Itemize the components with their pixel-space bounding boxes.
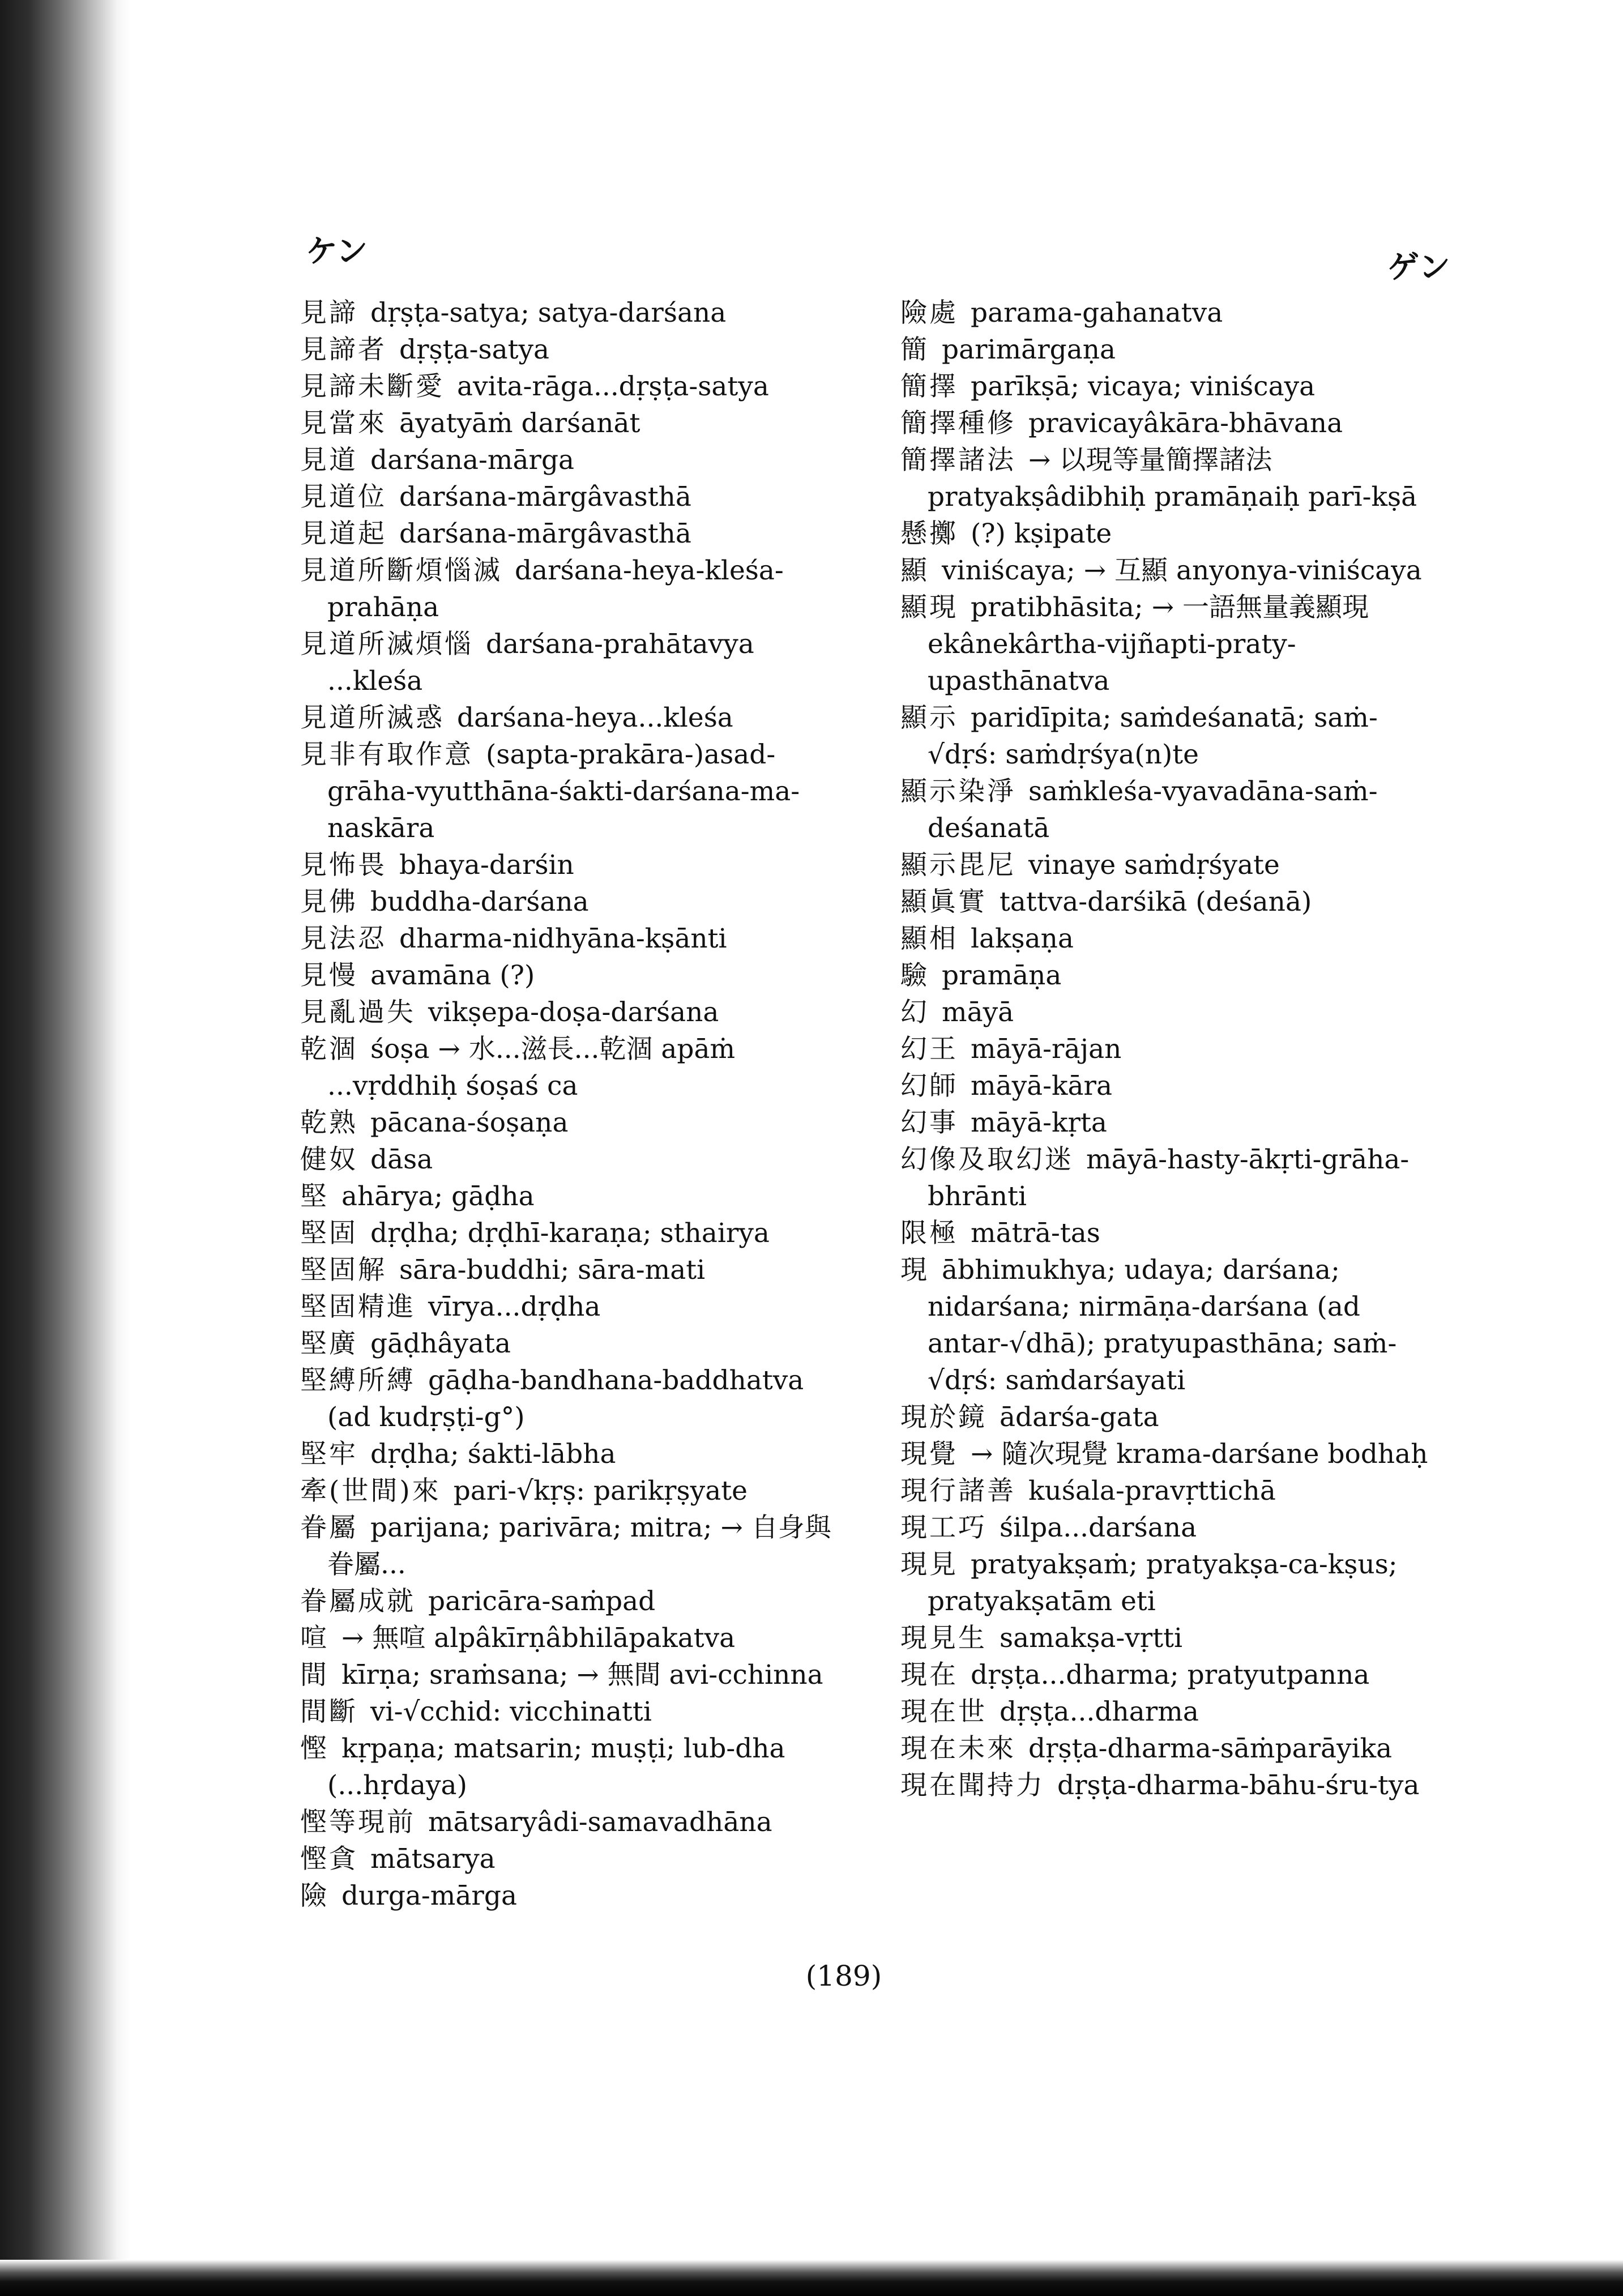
entry-sanskrit: samakṣa-vṛtti bbox=[1000, 1623, 1183, 1654]
entry-sanskrit: dṛṣṭa-satya; satya-darśana bbox=[370, 297, 727, 328]
dictionary-entry bbox=[300, 515, 844, 552]
entry-headword: 間斷 bbox=[300, 1696, 358, 1727]
dictionary-entry bbox=[300, 626, 844, 699]
entry-headword: 幻王 bbox=[900, 1034, 958, 1065]
dictionary-entry bbox=[900, 699, 1444, 773]
entry-headword: 乾涸 bbox=[300, 1034, 358, 1065]
entry-headword: 見諦未斷愛 bbox=[300, 371, 445, 402]
entry-headword: 堅 bbox=[300, 1181, 329, 1212]
entry-headword: 慳等現前 bbox=[300, 1807, 416, 1838]
dictionary-entry bbox=[300, 736, 844, 847]
entry-headword: 喧 bbox=[300, 1623, 329, 1654]
entry-sanskrit: viniścaya; → 互顯 anyonya-viniścaya bbox=[942, 555, 1422, 586]
entry-sanskrit: kuśala-pravṛttichā bbox=[1028, 1475, 1276, 1507]
entry-sanskrit: ādarśa-gata bbox=[1000, 1402, 1159, 1433]
dictionary-entry bbox=[900, 295, 1444, 331]
entry-sanskrit: pācana-śoṣaṇa bbox=[370, 1107, 569, 1138]
dictionary-entry bbox=[900, 1104, 1444, 1141]
entry-sanskrit: paridīpita; saṁdeśanatā; saṁ-√dṛś: saṁdṛśya(n)te bbox=[928, 702, 1378, 770]
entry-headword: 見法忍 bbox=[300, 923, 387, 954]
entry-headword: 見諦 bbox=[300, 297, 358, 328]
entry-headword: 簡擇 bbox=[900, 371, 958, 402]
entry-headword: 現在世 bbox=[900, 1696, 987, 1727]
entry-sanskrit: darśana-heya...kleśa bbox=[457, 702, 733, 733]
entry-sanskrit: dṛṣṭa...dharma; pratyutpanna bbox=[971, 1659, 1370, 1691]
entry-sanskrit: → 以現等量簡擇諸法 pratyakṣâdibhiḥ pramāṇaiḥ parī-kṣā bbox=[928, 445, 1417, 513]
entry-sanskrit: mātsarya bbox=[370, 1843, 496, 1875]
dictionary-entry bbox=[300, 957, 844, 994]
entry-headword: 乾熟 bbox=[300, 1107, 358, 1138]
entry-sanskrit: vinaye saṁdṛśyate bbox=[1028, 850, 1280, 881]
entry-headword: 見慢 bbox=[300, 960, 358, 991]
dictionary-entry bbox=[900, 1546, 1444, 1620]
entry-sanskrit: darśana-mārgâvasthā bbox=[399, 481, 691, 513]
entry-headword: 堅縛所縛 bbox=[300, 1365, 416, 1396]
entry-headword: 幻事 bbox=[900, 1107, 958, 1138]
entry-sanskrit: mātrā-tas bbox=[971, 1218, 1100, 1249]
running-head-right: ゲン bbox=[1387, 249, 1450, 286]
dictionary-entry bbox=[300, 331, 844, 368]
entry-headword: 現 bbox=[900, 1254, 929, 1286]
entry-sanskrit: pratyakṣaṁ; pratyakṣa-ca-kṣus; pratyakṣatām eti bbox=[928, 1549, 1398, 1617]
dictionary-entry bbox=[300, 1841, 844, 1877]
dictionary-entry bbox=[300, 368, 844, 405]
dictionary-entry bbox=[300, 1141, 844, 1178]
entry-sanskrit: pravicayâkāra-bhāvana bbox=[1028, 408, 1343, 439]
entry-sanskrit: dṛṣṭa-dharma-bāhu-śru-tya bbox=[1057, 1770, 1420, 1801]
dictionary-entry bbox=[900, 1730, 1444, 1767]
entry-headword: 現在未來 bbox=[900, 1733, 1016, 1764]
dictionary-entry bbox=[300, 1473, 844, 1509]
entry-headword: 見當來 bbox=[300, 408, 387, 439]
entry-sanskrit: śoṣa → 水...滋長...乾涸 apāṁ ...vṛddhiḥ śoṣaś ca bbox=[327, 1034, 736, 1102]
dictionary-entry bbox=[900, 589, 1444, 699]
dictionary-entry bbox=[300, 1877, 844, 1914]
entry-headword: 牽(世間)來 bbox=[300, 1475, 441, 1507]
dictionary-entry bbox=[300, 1657, 844, 1693]
entry-headword: 見非有取作意 bbox=[300, 739, 473, 770]
entry-headword: 眷屬 bbox=[300, 1512, 358, 1543]
dictionary-entry bbox=[300, 405, 844, 442]
entry-headword: 驗 bbox=[900, 960, 929, 991]
dictionary-entry bbox=[900, 368, 1444, 405]
entry-sanskrit: ābhimukhya; udaya; darśana; nidarśana; nirmāṇa-darśana (ad antar-√dhā); pratyupasthāna; saṁ-√dṛś: saṁdarśayati bbox=[928, 1254, 1397, 1396]
dictionary-entry bbox=[900, 1068, 1444, 1104]
entry-sanskrit: parama-gahanatva bbox=[971, 297, 1223, 328]
entry-sanskrit: māyā-rājan bbox=[971, 1034, 1122, 1065]
dictionary-entry bbox=[900, 405, 1444, 442]
entry-headword: 現在 bbox=[900, 1659, 958, 1691]
entry-sanskrit: buddha-darśana bbox=[370, 886, 589, 917]
entry-sanskrit: saṁkleśa-vyavadāna-saṁ-deśanatā bbox=[928, 776, 1378, 844]
entry-headword: 慳 bbox=[300, 1733, 329, 1764]
dictionary-entry bbox=[300, 1325, 844, 1362]
entry-headword: 顯眞實 bbox=[900, 886, 987, 917]
dictionary-entry bbox=[300, 295, 844, 331]
dictionary-entry bbox=[300, 1509, 844, 1583]
dictionary-entry bbox=[300, 847, 844, 884]
entry-headword: 簡擇諸法 bbox=[900, 445, 1016, 476]
entry-sanskrit: kṛpaṇa; matsarin; muṣṭi; lub-dha (...hṛdaya) bbox=[327, 1733, 785, 1801]
dictionary-entry bbox=[900, 442, 1444, 515]
entry-sanskrit: gāḍhâyata bbox=[370, 1328, 511, 1359]
dictionary-entry bbox=[300, 1362, 844, 1436]
dictionary-entry bbox=[900, 1436, 1444, 1473]
entry-headword: 見佛 bbox=[300, 886, 358, 917]
entry-headword: 幻 bbox=[900, 997, 929, 1028]
scan-shadow-left bbox=[0, 0, 130, 2296]
entry-headword: 現行諸善 bbox=[900, 1475, 1016, 1507]
entry-sanskrit: (sapta-prakāra-)asad-grāha-vyutthāna-śakti-darśana-ma-naskāra bbox=[327, 739, 800, 844]
entry-headword: 顯示 bbox=[900, 702, 958, 733]
dictionary-entry bbox=[900, 1031, 1444, 1068]
dictionary-entry bbox=[900, 1620, 1444, 1657]
dictionary-entry bbox=[300, 994, 844, 1031]
dictionary-entry bbox=[300, 1730, 844, 1804]
dictionary-entry bbox=[900, 1693, 1444, 1730]
entry-headword: 見道所斷煩惱滅 bbox=[300, 555, 502, 586]
entry-headword: 現見 bbox=[900, 1549, 958, 1580]
entry-headword: 顯示毘尼 bbox=[900, 850, 1016, 881]
entry-sanskrit: vi-√cchid: vicchinatti bbox=[370, 1696, 652, 1727]
entry-sanskrit: darśana-mārga bbox=[370, 445, 575, 476]
entry-sanskrit: paricāra-saṁpad bbox=[428, 1586, 656, 1617]
dictionary-entry bbox=[900, 331, 1444, 368]
entry-headword: 現於鏡 bbox=[900, 1402, 987, 1433]
dictionary-entry bbox=[300, 1804, 844, 1841]
entry-sanskrit: → 隨次現覺 krama-darśane bodhaḥ bbox=[971, 1439, 1428, 1470]
entry-sanskrit: avamāna (?) bbox=[370, 960, 535, 991]
entry-headword: 眷屬成就 bbox=[300, 1586, 416, 1617]
dictionary-entry bbox=[300, 479, 844, 515]
entry-headword: 顯現 bbox=[900, 592, 958, 623]
dictionary-entry bbox=[900, 1767, 1444, 1804]
dictionary-entry bbox=[900, 1215, 1444, 1252]
entry-headword: 險 bbox=[300, 1880, 329, 1911]
dictionary-entry bbox=[900, 1473, 1444, 1509]
entry-headword: 顯相 bbox=[900, 923, 958, 954]
dictionary-entry bbox=[300, 884, 844, 920]
entry-sanskrit: avita-rāga...dṛṣṭa-satya bbox=[457, 371, 769, 402]
entry-sanskrit: dāsa bbox=[370, 1144, 433, 1175]
dictionary-entry bbox=[900, 847, 1444, 884]
scan-shadow-bottom bbox=[0, 2260, 1623, 2296]
dictionary-entry bbox=[900, 773, 1444, 847]
entry-sanskrit: → 無喧 alpâkīrṇâbhilāpakatva bbox=[341, 1623, 736, 1654]
dictionary-entry bbox=[300, 1620, 844, 1657]
entry-sanskrit: vīrya...dṛḍha bbox=[428, 1291, 601, 1322]
dictionary-entry bbox=[300, 442, 844, 479]
entry-sanskrit: dṛḍha; śakti-lābha bbox=[370, 1439, 616, 1470]
entry-headword: 堅牢 bbox=[300, 1439, 358, 1470]
entry-sanskrit: māyā-kṛta bbox=[971, 1107, 1107, 1138]
dictionary-entry bbox=[300, 1215, 844, 1252]
dictionary-entry bbox=[900, 884, 1444, 920]
entry-sanskrit: parimārgaṇa bbox=[942, 334, 1116, 365]
dictionary-entry bbox=[300, 920, 844, 957]
dictionary-entry bbox=[900, 1252, 1444, 1399]
entry-sanskrit: pari-√kṛṣ: parikṛṣyate bbox=[453, 1475, 748, 1507]
entry-sanskrit: durga-mārga bbox=[341, 1880, 517, 1911]
dictionary-entry bbox=[300, 1104, 844, 1141]
entry-headword: 堅固解 bbox=[300, 1254, 387, 1286]
entry-sanskrit: darśana-heya-kleśa-prahāṇa bbox=[327, 555, 784, 623]
dictionary-entry bbox=[300, 1178, 844, 1215]
entry-sanskrit: kīrṇa; sraṁsana; → 無間 avi-cchinna bbox=[341, 1659, 823, 1691]
dictionary-entry bbox=[300, 1288, 844, 1325]
entry-headword: 幻師 bbox=[900, 1070, 958, 1102]
entry-headword: 堅固 bbox=[300, 1218, 358, 1249]
left-column bbox=[300, 295, 844, 1914]
entry-headword: 顯示染淨 bbox=[900, 776, 1016, 807]
dictionary-entry bbox=[300, 1583, 844, 1620]
dictionary-entry bbox=[900, 994, 1444, 1031]
entry-headword: 堅固精進 bbox=[300, 1291, 416, 1322]
entry-sanskrit: pramāṇa bbox=[942, 960, 1062, 991]
entry-sanskrit: darśana-mārgâvasthā bbox=[399, 518, 691, 549]
dictionary-entry bbox=[300, 1693, 844, 1730]
entry-sanskrit: śilpa...darśana bbox=[1000, 1512, 1197, 1543]
entry-headword: 顯 bbox=[900, 555, 929, 586]
dictionary-entry bbox=[300, 699, 844, 736]
entry-sanskrit: parijana; parivāra; mitra; → 自身與眷屬... bbox=[327, 1512, 831, 1580]
dictionary-entry bbox=[900, 957, 1444, 994]
entry-headword: 見道所滅煩惱 bbox=[300, 629, 473, 660]
entry-headword: 健奴 bbox=[300, 1144, 358, 1175]
entry-headword: 見道起 bbox=[300, 518, 387, 549]
dictionary-entry bbox=[900, 1141, 1444, 1215]
running-head-left: ケン bbox=[306, 233, 368, 270]
entry-sanskrit: pratibhāsita; → 一語無量義顯現 ekânekârtha-vijñapti-praty-upasthānatva bbox=[928, 592, 1369, 697]
page-number: (189) bbox=[805, 1960, 882, 1992]
entry-sanskrit: māyā-kāra bbox=[971, 1070, 1113, 1102]
right-column bbox=[900, 295, 1444, 1804]
dictionary-entry bbox=[300, 1436, 844, 1473]
entry-headword: 險處 bbox=[900, 297, 958, 328]
entry-sanskrit: mātsaryâdi-samavadhāna bbox=[428, 1807, 772, 1838]
entry-sanskrit: āyatyāṁ darśanāt bbox=[399, 408, 640, 439]
entry-sanskrit: dṛṣṭa...dharma bbox=[1000, 1696, 1199, 1727]
entry-headword: 懸擲 bbox=[900, 518, 958, 549]
entry-sanskrit: bhaya-darśin bbox=[399, 850, 574, 881]
entry-headword: 簡 bbox=[900, 334, 929, 365]
entry-headword: 堅廣 bbox=[300, 1328, 358, 1359]
entry-headword: 慳貪 bbox=[300, 1843, 358, 1875]
entry-headword: 現見生 bbox=[900, 1623, 987, 1654]
dictionary-entry bbox=[300, 1252, 844, 1288]
entry-headword: 簡擇種修 bbox=[900, 408, 1016, 439]
entry-sanskrit: (?) kṣipate bbox=[971, 518, 1112, 549]
entry-sanskrit: dṛṣṭa-satya bbox=[399, 334, 550, 365]
dictionary-entry bbox=[900, 1509, 1444, 1546]
entry-headword: 間 bbox=[300, 1659, 329, 1691]
dictionary-entry bbox=[900, 1657, 1444, 1693]
entry-sanskrit: māyā-hasty-ākṛti-grāha-bhrānti bbox=[928, 1144, 1410, 1212]
entry-headword: 見諦者 bbox=[300, 334, 387, 365]
entry-headword: 現覺 bbox=[900, 1439, 958, 1470]
entry-sanskrit: gāḍha-bandhana-baddhatva (ad kudṛṣṭi-g°) bbox=[327, 1365, 804, 1433]
entry-sanskrit: ahārya; gāḍha bbox=[341, 1181, 535, 1212]
dictionary-entry bbox=[900, 920, 1444, 957]
entry-headword: 見怖畏 bbox=[300, 850, 387, 881]
dictionary-entry bbox=[300, 1031, 844, 1104]
entry-sanskrit: sāra-buddhi; sāra-mati bbox=[399, 1254, 706, 1286]
entry-headword: 限極 bbox=[900, 1218, 958, 1249]
dictionary-entry bbox=[900, 1399, 1444, 1436]
entry-sanskrit: parīkṣā; vicaya; viniścaya bbox=[971, 371, 1316, 402]
entry-sanskrit: tattva-darśikā (deśanā) bbox=[1000, 886, 1312, 917]
entry-headword: 現在聞持力 bbox=[900, 1770, 1045, 1801]
entry-sanskrit: dṛṣṭa-dharma-sāṁparāyika bbox=[1028, 1733, 1393, 1764]
entry-headword: 見道位 bbox=[300, 481, 387, 513]
entry-headword: 幻像及取幻迷 bbox=[900, 1144, 1074, 1175]
entry-sanskrit: māyā bbox=[942, 997, 1014, 1028]
entry-sanskrit: dṛḍha; dṛḍhī-karaṇa; sthairya bbox=[370, 1218, 770, 1249]
entry-sanskrit: dharma-nidhyāna-kṣānti bbox=[399, 923, 727, 954]
entry-sanskrit: darśana-prahātavya ...kleśa bbox=[327, 629, 754, 697]
entry-sanskrit: lakṣaṇa bbox=[971, 923, 1074, 954]
entry-headword: 見道 bbox=[300, 445, 358, 476]
dictionary-entry bbox=[900, 552, 1444, 589]
entry-sanskrit: vikṣepa-doṣa-darśana bbox=[428, 997, 719, 1028]
entry-headword: 現工巧 bbox=[900, 1512, 987, 1543]
entry-headword: 見道所滅惑 bbox=[300, 702, 445, 733]
dictionary-entry bbox=[900, 515, 1444, 552]
entry-headword: 見亂過失 bbox=[300, 997, 416, 1028]
dictionary-entry bbox=[300, 552, 844, 626]
